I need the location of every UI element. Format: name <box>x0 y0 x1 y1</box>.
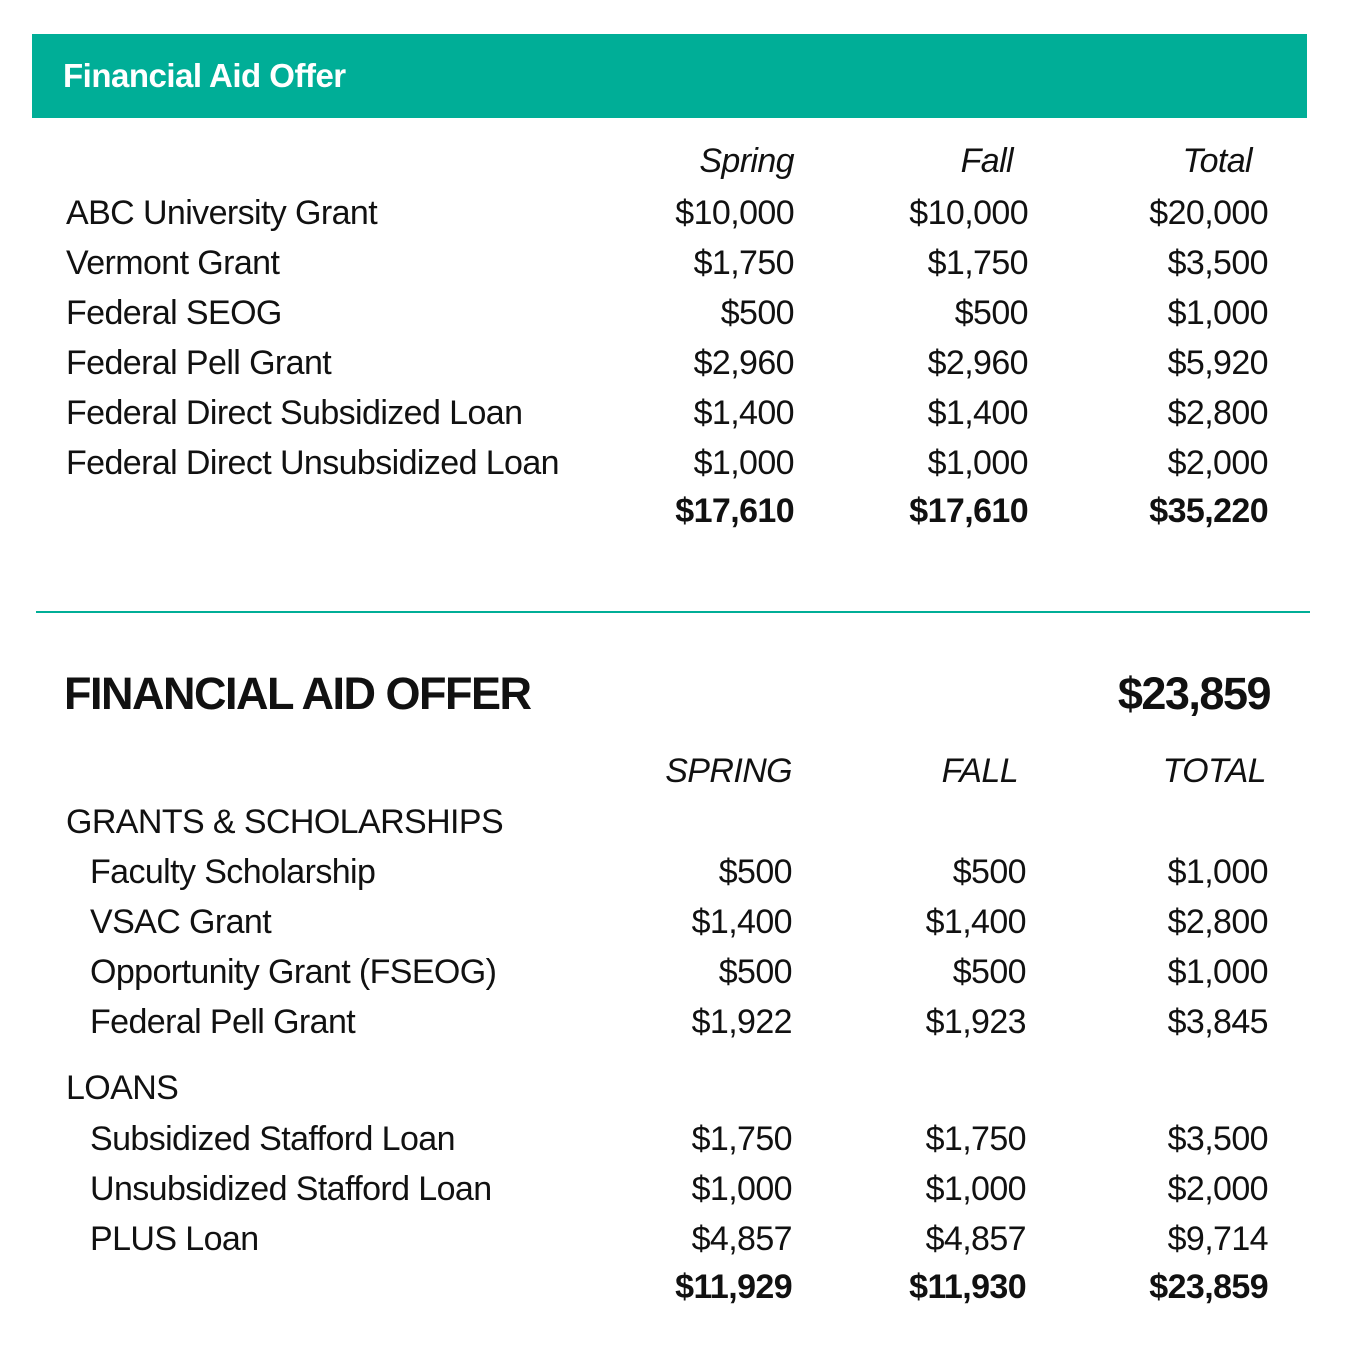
row-total: $2,000 <box>1167 1170 1268 1208</box>
table-row <box>0 947 1350 997</box>
row-spring: $1,000 <box>693 444 794 482</box>
bottom-header-total: TOTAL <box>1162 752 1266 790</box>
row-label: VSAC Grant <box>90 903 272 941</box>
table-row <box>0 847 1350 897</box>
banner-title: Financial Aid Offer <box>63 57 346 94</box>
total-total: $23,859 <box>1149 1268 1268 1306</box>
row-label: Federal Direct Subsidized Loan <box>66 394 523 432</box>
table-row <box>0 438 1350 488</box>
row-label: Opportunity Grant (FSEOG) <box>90 953 497 991</box>
row-total: $5,920 <box>1167 344 1268 382</box>
row-fall: $500 <box>954 294 1028 332</box>
row-spring: $4,857 <box>691 1220 792 1258</box>
table-row <box>0 897 1350 947</box>
row-spring: $500 <box>718 853 792 891</box>
row-fall: $500 <box>952 953 1026 991</box>
row-fall: $4,857 <box>925 1220 1026 1258</box>
table-row <box>0 388 1350 438</box>
row-spring: $500 <box>720 294 794 332</box>
top-totals-row <box>0 486 1350 536</box>
top-header-total: Total <box>1182 142 1252 180</box>
row-spring: $1,750 <box>693 244 794 282</box>
top-header-fall: Fall <box>960 142 1013 180</box>
row-spring: $1,750 <box>691 1120 792 1158</box>
grants-heading: GRANTS & SCHOLARSHIPS <box>66 803 504 841</box>
row-label: Federal SEOG <box>66 294 282 332</box>
row-fall: $500 <box>952 853 1026 891</box>
total-spring: $17,610 <box>675 492 794 530</box>
top-column-headers <box>0 136 1350 186</box>
table-row <box>0 1114 1350 1164</box>
row-spring: $1,000 <box>691 1170 792 1208</box>
table-row <box>0 338 1350 388</box>
row-fall: $10,000 <box>909 194 1028 232</box>
row-total: $3,500 <box>1167 1120 1268 1158</box>
row-label: Federal Pell Grant <box>66 344 332 382</box>
row-label: Federal Pell Grant <box>90 1003 356 1041</box>
row-total: $3,500 <box>1167 244 1268 282</box>
row-total: $3,845 <box>1167 1003 1268 1041</box>
row-spring: $500 <box>718 953 792 991</box>
row-fall: $1,000 <box>925 1170 1026 1208</box>
row-total: $1,000 <box>1167 853 1268 891</box>
financial-aid-offer-banner <box>32 34 1307 118</box>
row-total: $2,800 <box>1167 903 1268 941</box>
total-fall: $17,610 <box>909 492 1028 530</box>
row-total: $9,714 <box>1167 1220 1268 1258</box>
table-row <box>0 238 1350 288</box>
grants-heading-row <box>0 797 1350 847</box>
row-fall: $1,400 <box>927 394 1028 432</box>
row-label: Faculty Scholarship <box>90 853 376 891</box>
offer-title: FINANCIAL AID OFFER <box>64 668 531 719</box>
row-spring: $1,400 <box>693 394 794 432</box>
bottom-header-fall: FALL <box>941 752 1018 790</box>
loans-heading: LOANS <box>66 1069 179 1107</box>
table-row <box>0 188 1350 238</box>
row-total: $2,000 <box>1167 444 1268 482</box>
row-total: $2,800 <box>1167 394 1268 432</box>
top-header-spring: Spring <box>699 142 794 180</box>
total-total: $35,220 <box>1149 492 1268 530</box>
loans-heading-row <box>0 1063 1350 1113</box>
row-label: Federal Direct Unsubsidized Loan <box>66 444 559 482</box>
offer-amount: $23,859 <box>1117 668 1270 719</box>
row-spring: $2,960 <box>693 344 794 382</box>
row-fall: $1,400 <box>925 903 1026 941</box>
row-total: $1,000 <box>1167 953 1268 991</box>
table-row <box>0 1214 1350 1264</box>
row-label: Unsubsidized Stafford Loan <box>90 1170 492 1208</box>
row-total: $1,000 <box>1167 294 1268 332</box>
total-fall: $11,930 <box>909 1268 1026 1306</box>
row-label: PLUS Loan <box>90 1220 259 1258</box>
table-row <box>0 997 1350 1047</box>
table-row <box>0 288 1350 338</box>
row-spring: $10,000 <box>675 194 794 232</box>
row-label: Subsidized Stafford Loan <box>90 1120 455 1158</box>
row-spring: $1,922 <box>691 1003 792 1041</box>
row-fall: $1,923 <box>925 1003 1026 1041</box>
row-fall: $1,000 <box>927 444 1028 482</box>
row-label: Vermont Grant <box>66 244 280 282</box>
row-label: ABC University Grant <box>66 194 378 232</box>
bottom-totals-row <box>0 1262 1350 1312</box>
row-fall: $2,960 <box>927 344 1028 382</box>
row-total: $20,000 <box>1149 194 1268 232</box>
row-fall: $1,750 <box>927 244 1028 282</box>
total-spring: $11,929 <box>675 1268 792 1306</box>
section-divider <box>36 611 1310 613</box>
bottom-header-spring: SPRING <box>665 752 792 790</box>
bottom-column-headers <box>0 746 1350 796</box>
row-fall: $1,750 <box>925 1120 1026 1158</box>
table-row <box>0 1164 1350 1214</box>
row-spring: $1,400 <box>691 903 792 941</box>
